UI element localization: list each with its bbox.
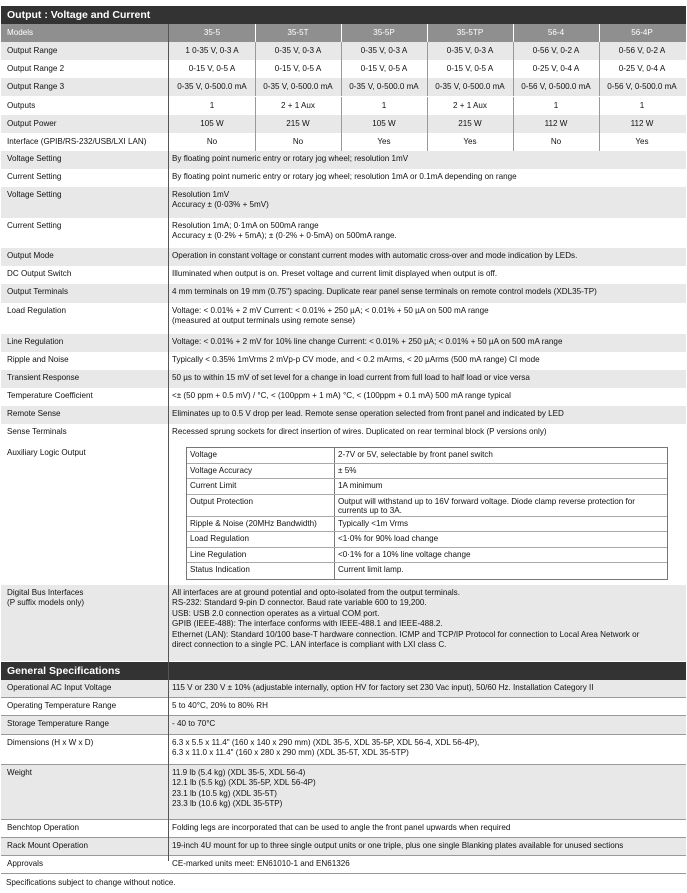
row-label: Sense Terminals <box>7 427 67 436</box>
column-divider <box>599 97 600 115</box>
row-value: Illuminated when output is on. Preset voltage and current limit displayed when output is off. <box>172 269 498 278</box>
model-cell: Yes <box>377 137 391 146</box>
row-label: Output Range 3 <box>7 82 65 91</box>
model-cell: 0-15 V, 0-5 A <box>274 64 322 73</box>
spec-row <box>1 370 686 388</box>
aux-value: <0·1% for a 10% line voltage change <box>338 549 471 559</box>
model-cell: 105 W <box>372 119 396 128</box>
row-value: 19-inch 4U mount for up to three single output units or one triple, plus one single Blanking plates available for unused sections <box>172 841 624 850</box>
row-label: Output Mode <box>7 251 54 260</box>
column-divider <box>513 133 514 151</box>
column-divider <box>599 115 600 133</box>
aux-subrow <box>187 464 667 480</box>
row-label: Weight <box>7 768 33 777</box>
model-row <box>1 42 686 60</box>
column-divider <box>341 42 342 60</box>
aux-subrow <box>187 548 667 564</box>
general-row <box>1 735 686 765</box>
column-divider <box>599 42 600 60</box>
model-column-header: 35-5TP <box>456 28 484 37</box>
aux-value: 2-7V or 5V, selectable by front panel switch <box>338 450 493 459</box>
spec-row <box>1 266 686 284</box>
column-divider <box>341 78 342 96</box>
column-divider <box>427 115 428 133</box>
aux-subrow <box>187 517 667 533</box>
model-cell: 2 + 1 Aux <box>453 101 487 110</box>
row-value: Operation in constant voltage or constant current modes with automatic cross-over and mode indication by LEDs. <box>172 251 578 260</box>
row-value: - 40 to 70°C <box>172 719 216 728</box>
row-value: Folding legs are incorporated that can be used to angle the front panel upwards when required <box>172 823 511 832</box>
row-label: Current Setting <box>7 172 62 181</box>
row-label: Current Setting <box>7 221 62 230</box>
model-cell: 215 W <box>458 119 482 128</box>
column-divider <box>599 133 600 151</box>
column-divider <box>427 133 428 151</box>
row-value: Eliminates up to 0.5 V drop per lead. Remote sense operation selected from front panel and indicated by LED <box>172 409 564 418</box>
column-divider <box>334 448 335 463</box>
digital-row <box>1 585 686 661</box>
column-divider <box>341 97 342 115</box>
model-cell: No <box>206 137 218 146</box>
general-row <box>1 856 686 874</box>
row-label: Voltage Setting <box>7 154 62 163</box>
row-value: Recessed sprung sockets for direct insertion of wires. Duplicated on rear terminal block (P versions only) <box>172 427 547 436</box>
model-cell: Yes <box>463 137 477 146</box>
column-divider <box>334 548 335 563</box>
model-cell: Yes <box>635 137 649 146</box>
general-row <box>1 698 686 716</box>
model-cell: 0-56 V, 0-500.0 mA <box>521 82 591 91</box>
model-cell: 0-35 V, 0-500.0 mA <box>263 82 333 91</box>
column-divider <box>427 78 428 96</box>
column-divider <box>341 133 342 151</box>
row-value: Resolution 1mV Accuracy ± (0·03% + 5mV) <box>172 190 269 210</box>
column-divider <box>427 24 428 42</box>
model-cell: 215 W <box>286 119 310 128</box>
model-cell: 2 + 1 Aux <box>281 101 315 110</box>
row-label: DC Output Switch <box>7 269 72 278</box>
model-cell: 0-35 V, 0-3 A <box>274 46 322 55</box>
section-title-output: Output : Voltage and Current <box>1 6 686 24</box>
model-cell: 0-15 V, 0-5 A <box>188 64 236 73</box>
aux-key: Output Protection <box>190 496 253 506</box>
aux-subrow <box>187 532 667 548</box>
row-label: Remote Sense <box>7 409 61 418</box>
row-value: <± (50 ppm + 0.5 mV) / °C, < (100ppm + 1 mA) °C, < (100ppm + 0.1 mA) 500 mA range typical <box>172 391 511 400</box>
row-label: Rack Mount Operation <box>7 841 88 850</box>
aux-subtable <box>186 447 668 580</box>
column-divider <box>168 24 169 861</box>
aux-value: <1·0% for 90% load change <box>338 534 439 543</box>
column-divider <box>255 133 256 151</box>
aux-value: 1A minimum <box>338 481 383 490</box>
column-divider <box>255 24 256 42</box>
row-label: Approvals <box>7 859 43 868</box>
model-cell: 112 W <box>630 119 654 128</box>
aux-subrow <box>187 563 667 579</box>
column-divider <box>255 97 256 115</box>
model-column-header: 56-4P <box>631 28 653 37</box>
column-divider <box>513 60 514 78</box>
model-cell: 0-56 V, 0-500.0 mA <box>607 82 677 91</box>
row-label: Operational AC Input Voltage <box>7 683 112 692</box>
row-value: By floating point numeric entry or rotary jog wheel; resolution 1mA or 0.1mA depending on range <box>172 172 517 181</box>
spec-row <box>1 151 686 169</box>
spec-row <box>1 334 686 352</box>
model-column-header: 35-5T <box>287 28 309 37</box>
aux-key: Ripple & Noise (20MHz Bandwidth) <box>190 518 317 528</box>
column-divider <box>341 24 342 42</box>
row-value: Resolution 1mA; 0·1mA on 500mA range Accuracy ± (0·2% + 5mA); ± (0·2% + 0·5mA) on 500mA range. <box>172 221 397 241</box>
model-cell: 0-25 V, 0-4 A <box>618 64 666 73</box>
digital-value: All interfaces are at ground potential and opto-isolated from the output terminals. RS-232: Standard 9-pin D connector. Baud rate variable 600 to 19,200. USB: USB 2.0 connection operates as a virtual COM port. GPIB (IEEE-488): The interface conforms with IEEE-488.1 and IEEE-488.2. Ethernet (LAN): Standard 10/100 base-T hardware connection. ICMP and TCP/IP Protocol for connection to Local Area Network or direct connection to a single PC. LAN interface is compliant with LXI class C. <box>172 588 640 650</box>
model-cell: 0-15 V, 0-5 A <box>360 64 408 73</box>
section-title-general: General Specifications <box>1 662 686 680</box>
model-cell: 0-35 V, 0-3 A <box>446 46 494 55</box>
aux-key: Line Regulation <box>190 549 247 559</box>
model-row <box>1 78 686 96</box>
model-row <box>1 60 686 78</box>
spec-row <box>1 352 686 370</box>
models-header-row <box>1 24 686 42</box>
row-label: Ripple and Noise <box>7 355 69 364</box>
model-cell: 0-15 V, 0-5 A <box>446 64 494 73</box>
model-cell: 1 <box>209 101 215 110</box>
column-divider <box>334 517 335 532</box>
row-value: CE-marked units meet: EN61010-1 and EN61326 <box>172 859 350 868</box>
aux-subrow <box>187 479 667 495</box>
model-row <box>1 97 686 115</box>
row-label: Transient Response <box>7 373 80 382</box>
column-divider <box>427 42 428 60</box>
column-divider <box>599 60 600 78</box>
model-cell: 0-56 V, 0-2 A <box>618 46 666 55</box>
aux-key: Current Limit <box>190 481 237 490</box>
aux-key: Load Regulation <box>190 534 249 543</box>
column-divider <box>255 115 256 133</box>
row-label: Voltage Setting <box>7 190 62 199</box>
row-value: Voltage: < 0.01% + 2 mV for 10% line change Current: < 0.01% + 250 µA; < 0.01% + 50 µA on 500 mA range <box>172 337 563 346</box>
row-value: By floating point numeric entry or rotary jog wheel; resolution 1mV <box>172 154 409 163</box>
aux-value: ± 5% <box>338 465 357 475</box>
column-divider <box>427 60 428 78</box>
aux-key: Status Indication <box>190 565 250 574</box>
model-cell: 0-25 V, 0-4 A <box>532 64 580 73</box>
row-value: 50 µs to within 15 mV of set level for a change in load current from full load to half load or vice versa <box>172 373 530 382</box>
model-cell: 1 <box>553 101 559 110</box>
aux-label: Auxiliary Logic Output <box>7 448 86 457</box>
model-cell: 0-56 V, 0-2 A <box>532 46 580 55</box>
row-label: Output Range 2 <box>7 64 65 73</box>
model-cell: 1 <box>639 101 645 110</box>
spec-row <box>1 169 686 187</box>
aux-key: Voltage Accuracy <box>190 465 253 475</box>
aux-value: Current limit lamp. <box>338 565 404 574</box>
spec-row <box>1 406 686 424</box>
column-divider <box>255 42 256 60</box>
model-cell: 105 W <box>200 119 224 128</box>
aux-value: Typically <1m Vrms <box>338 518 409 528</box>
model-cell: 1 <box>381 101 387 110</box>
spec-row <box>1 218 686 248</box>
column-divider <box>334 495 335 516</box>
general-row <box>1 765 686 820</box>
column-divider <box>255 60 256 78</box>
row-label: Dimensions (H x W x D) <box>7 738 94 747</box>
model-cell: No <box>550 137 562 146</box>
row-value: Typically < 0.35% 1mVrms 2 mVp-p CV mode, and < 0.2 mArms, < 20 µArms (500 mA range) CI mode <box>172 355 540 364</box>
column-divider <box>334 532 335 547</box>
row-label: Interface (GPIB/RS-232/USB/LXI LAN) <box>7 137 147 146</box>
model-column-header: 35-5 <box>203 28 221 37</box>
aux-value: Output will withstand up to 16V forward voltage. Diode clamp reverse protection for currents up to 3A. <box>338 496 635 515</box>
spec-row <box>1 248 686 266</box>
model-column-header: 35-5P <box>373 28 395 37</box>
row-label: Output Terminals <box>7 287 69 296</box>
row-label: Output Range <box>7 46 58 55</box>
column-divider <box>513 24 514 42</box>
model-row <box>1 133 686 151</box>
spec-row <box>1 284 686 303</box>
digital-label: Digital Bus Interfaces (P suffix models only) <box>7 588 85 608</box>
column-divider <box>599 24 600 42</box>
model-cell: 0-35 V, 0-3 A <box>360 46 408 55</box>
column-divider <box>255 78 256 96</box>
column-divider <box>513 78 514 96</box>
row-label: Operating Temperature Range <box>7 701 117 710</box>
column-divider <box>513 42 514 60</box>
model-cell: 112 W <box>544 119 568 128</box>
row-value: 6.3 x 5.5 x 11.4" (160 x 140 x 290 mm) (XDL 35-5, XDL 35-5P, XDL 56-4, XDL 56-4P), 6.3 x 11.0 x 11.4" (160 x 280 x 290 mm) (XDL 35-5T, XDL 35-5TP) <box>172 738 480 758</box>
row-value: 115 V or 230 V ± 10% (adjustable internally, option HV for factory set 230 Vac input), 50/60 Hz. Installation Category II <box>172 683 594 692</box>
spec-row <box>1 424 686 445</box>
model-cell: 1 0-35 V, 0-3 A <box>185 46 239 55</box>
aux-subrow <box>187 448 667 464</box>
models-label: Models <box>7 28 34 37</box>
row-label: Line Regulation <box>7 337 64 346</box>
row-label: Load Regulation <box>7 306 66 315</box>
general-row <box>1 838 686 856</box>
row-value: 11.9 lb (5.4 kg) (XDL 35-5, XDL 56-4) 12.1 lb (5.5 kg) (XDL 35-5P, XDL 56-4P) 23.1 lb (10.5 kg) (XDL 35-5T) 23.3 lb (10.6 kg) (XDL 35-5TP) <box>172 768 316 809</box>
column-divider <box>513 115 514 133</box>
model-cell: 0-35 V, 0-500.0 mA <box>177 82 247 91</box>
aux-key: Voltage <box>190 450 218 459</box>
model-cell: 0-35 V, 0-500.0 mA <box>349 82 419 91</box>
column-divider <box>341 115 342 133</box>
row-value: 4 mm terminals on 19 mm (0.75") spacing. Duplicate rear panel sense terminals on remote control models (XDL35-TP) <box>172 287 597 296</box>
row-value: Voltage: < 0.01% + 2 mV Current: < 0.01% + 250 µA; < 0.01% + 50 µA on 500 mA range (measured at output terminals using remote sense) <box>172 306 489 326</box>
model-cell: 0-35 V, 0-500.0 mA <box>435 82 505 91</box>
aux-subrow <box>187 495 667 517</box>
column-divider <box>334 464 335 479</box>
row-label: Outputs <box>7 101 36 110</box>
column-divider <box>334 479 335 494</box>
model-row <box>1 115 686 133</box>
spec-row <box>1 187 686 218</box>
general-row <box>1 680 686 698</box>
row-value: 5 to 40°C, 20% to 80% RH <box>172 701 268 710</box>
row-label: Storage Temperature Range <box>7 719 109 728</box>
column-divider <box>334 563 335 579</box>
footnote: Specifications subject to change without notice. <box>6 878 176 887</box>
column-divider <box>341 60 342 78</box>
column-divider <box>513 97 514 115</box>
spec-row <box>1 303 686 334</box>
row-label: Benchtop Operation <box>7 823 79 832</box>
spec-row <box>1 388 686 406</box>
general-row <box>1 716 686 735</box>
row-label: Output Power <box>7 119 57 128</box>
row-label: Temperature Coefficient <box>7 391 93 400</box>
column-divider <box>427 97 428 115</box>
model-column-header: 56-4 <box>547 28 565 37</box>
model-cell: No <box>292 137 304 146</box>
column-divider <box>599 78 600 96</box>
general-row <box>1 820 686 838</box>
